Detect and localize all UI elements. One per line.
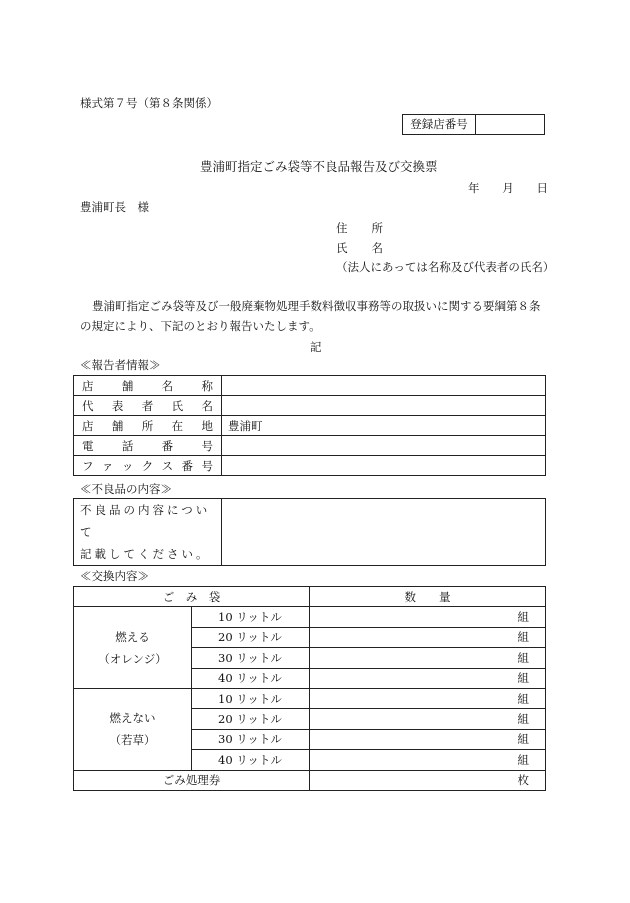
- body-paragraph-line1: 豊浦町指定ごみ袋等及び一般廃棄物処理手数料徴収事務等の取扱いに関する要綱第８条: [92, 299, 541, 313]
- registration-number-label: 登録店番号: [403, 115, 476, 134]
- reporter-table: [73, 375, 546, 476]
- reporter-label-char: 舗: [111, 418, 124, 433]
- reporter-label-char: 所: [141, 418, 154, 433]
- quantity-field[interactable]: 組: [310, 750, 546, 770]
- defect-table: [73, 498, 546, 566]
- bag-type-color: （オレンジ）: [98, 651, 167, 666]
- reporter-label: [74, 416, 222, 436]
- reporter-label-char: 店: [82, 418, 94, 433]
- name-label: [336, 240, 383, 256]
- reporter-label: [74, 396, 222, 416]
- defect-description-field[interactable]: [222, 499, 546, 566]
- bag-type-name: 燃える: [115, 629, 150, 644]
- bag-type-name: 燃えない: [109, 711, 156, 726]
- bag-size: 20 リットル: [192, 709, 310, 729]
- ticket-label: ごみ処理券: [74, 770, 310, 790]
- form-number: 様式第７号（第８条関係）: [80, 96, 218, 110]
- reporter-label-char: 代: [82, 398, 94, 413]
- date-year: 年: [468, 181, 480, 195]
- reporter-label-char: 表: [111, 398, 124, 413]
- bag-size: 40 リットル: [192, 668, 310, 688]
- reporter-label: [74, 376, 222, 396]
- address-label-char: 住: [336, 221, 348, 235]
- quantity-field[interactable]: 組: [310, 709, 546, 729]
- date-month: 月: [502, 181, 514, 195]
- ticket-quantity-field[interactable]: 枚: [310, 770, 546, 790]
- registration-number-box: [402, 114, 545, 135]
- reporter-row: [74, 456, 546, 476]
- reporter-label-char: 氏: [171, 398, 184, 413]
- reporter-label-text: [82, 418, 213, 434]
- bag-type: [74, 688, 192, 770]
- document-title: 豊浦町指定ごみ袋等不良品報告及び交換票: [200, 159, 438, 174]
- bag-size: 10 リットル: [192, 688, 310, 708]
- reporter-row: [74, 416, 546, 436]
- reporter-label-char: 在: [171, 418, 184, 433]
- reporter-label: [74, 456, 222, 476]
- quantity-field[interactable]: 組: [310, 668, 546, 688]
- bag-size: 20 リットル: [192, 627, 310, 647]
- bag-type: [74, 607, 192, 689]
- addressee: 豊浦町長 様: [80, 200, 149, 214]
- defect-label-line1: 不良品の内容について: [80, 503, 211, 539]
- reporter-label-char: 舗: [121, 378, 134, 393]
- reporter-label-char: 地: [201, 418, 213, 433]
- reporter-label-text: [82, 438, 213, 454]
- reporter-row: [74, 436, 546, 456]
- defect-label: [74, 499, 222, 566]
- exchange-row: [74, 688, 546, 708]
- exchange-section-title: ≪交換内容≫: [80, 569, 149, 583]
- defect-row: [74, 499, 546, 566]
- registration-number-field[interactable]: [476, 115, 544, 134]
- bag-type-color: （若草）: [109, 733, 156, 748]
- reporter-label-char: 号: [201, 438, 213, 453]
- address-label: [336, 220, 383, 236]
- bag-size: 30 リットル: [192, 729, 310, 749]
- reporter-label-char: 者: [141, 398, 154, 413]
- reporter-label-char: ッ: [121, 458, 134, 473]
- ki-heading: 記: [310, 340, 322, 354]
- reporter-value-field[interactable]: 豊浦町: [222, 416, 546, 436]
- defect-label-line2: 記載してください。: [80, 547, 211, 561]
- reporter-value-field[interactable]: [222, 436, 546, 456]
- reporter-label-char: 店: [82, 378, 94, 393]
- header-quantity: 数 量: [310, 587, 546, 607]
- quantity-field[interactable]: 組: [310, 688, 546, 708]
- bag-size: 40 リットル: [192, 750, 310, 770]
- reporter-value-field[interactable]: [222, 396, 546, 416]
- reporter-value-field[interactable]: [222, 376, 546, 396]
- reporter-row: [74, 376, 546, 396]
- corporation-note: （法人にあっては名称及び代表者の氏名）: [336, 260, 555, 274]
- reporter-label-char: 称: [201, 378, 213, 393]
- reporter-section-title: ≪報告者情報≫: [80, 358, 161, 372]
- quantity-field[interactable]: 組: [310, 627, 546, 647]
- reporter-label-char: 番: [181, 458, 194, 473]
- quantity-field[interactable]: 組: [310, 729, 546, 749]
- name-label-char: 氏: [336, 241, 348, 255]
- reporter-label-char: 話: [121, 438, 134, 453]
- exchange-table: [73, 586, 546, 791]
- reporter-label-char: ス: [161, 458, 174, 473]
- reporter-label-char: ク: [141, 458, 154, 473]
- quantity-field[interactable]: 組: [310, 648, 546, 668]
- reporter-label-char: フ: [82, 458, 94, 473]
- reporter-label-char: 名: [201, 398, 213, 413]
- reporter-label-char: 電: [82, 438, 94, 453]
- header-bag: ご み 袋: [74, 587, 310, 607]
- exchange-row: [74, 607, 546, 627]
- bag-size: 30 リットル: [192, 648, 310, 668]
- date-day: 日: [536, 181, 548, 195]
- reporter-label-char: 号: [201, 458, 213, 473]
- bag-size: 10 リットル: [192, 607, 310, 627]
- exchange-header-row: [74, 587, 546, 607]
- reporter-label: [74, 436, 222, 456]
- date-line: [468, 180, 548, 196]
- reporter-row: [74, 396, 546, 416]
- quantity-field[interactable]: 組: [310, 607, 546, 627]
- body-paragraph-line2: の規定により、下記のとおり報告いたします。: [80, 319, 321, 333]
- reporter-label-text: [82, 378, 213, 394]
- defect-section-title: ≪不良品の内容≫: [80, 482, 172, 496]
- reporter-label-char: 番: [161, 438, 174, 453]
- name-label-char: 名: [371, 241, 383, 255]
- ticket-row: [74, 770, 546, 790]
- reporter-label-text: [82, 398, 213, 414]
- reporter-label-char: ァ: [101, 458, 114, 473]
- reporter-value-field[interactable]: [222, 456, 546, 476]
- reporter-label-text: [82, 458, 213, 474]
- reporter-label-char: 名: [161, 378, 174, 393]
- address-label-char: 所: [371, 221, 383, 235]
